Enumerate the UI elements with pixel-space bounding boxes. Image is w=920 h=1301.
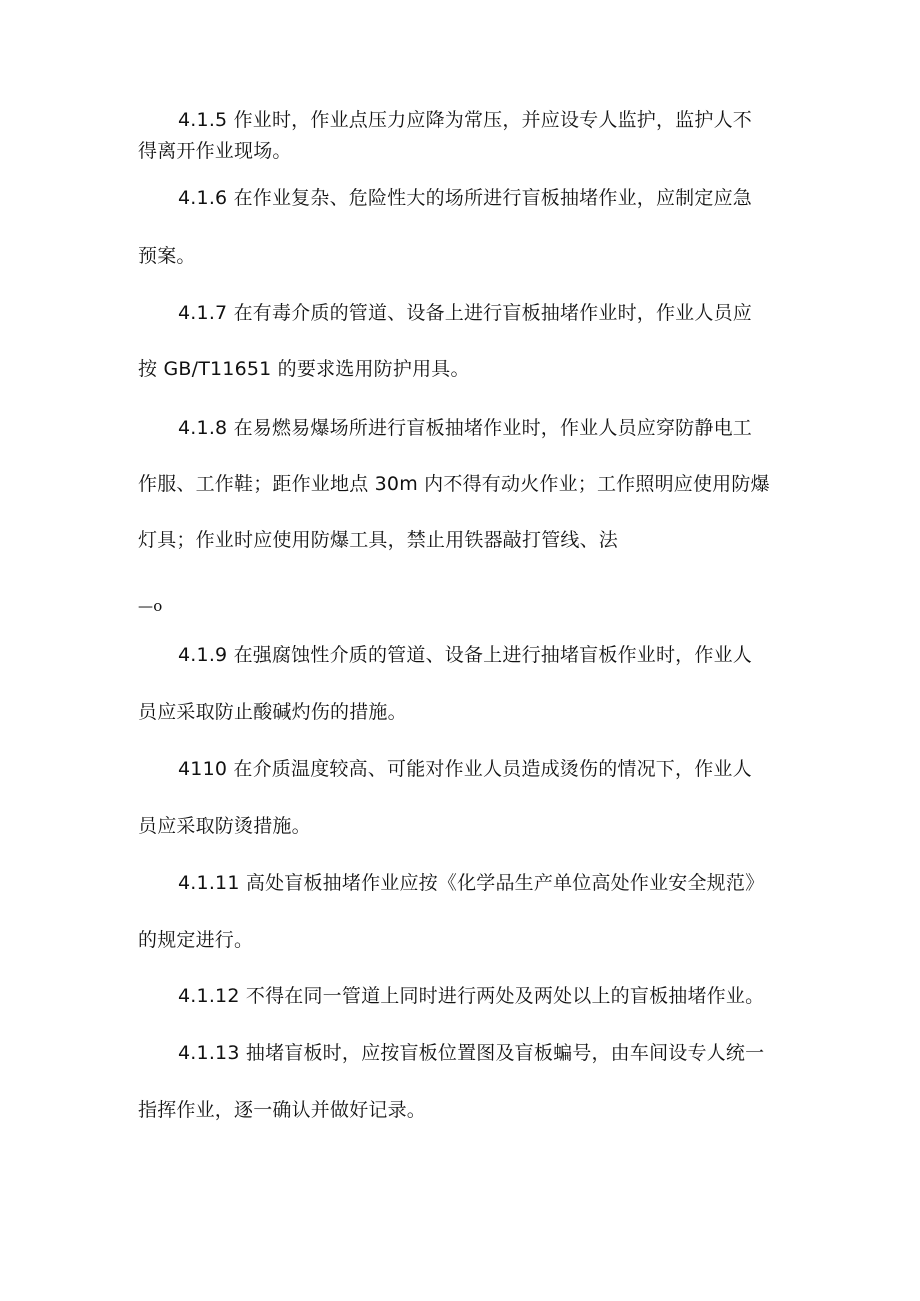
clause-4-1-8-line-3: 灯具；作业时应使用防爆工具，禁止用铁器敲打管线、法 (138, 529, 619, 551)
clause-4-1-5-line-1: 4.1.5 作业时，作业点压力应降为常压，并应设专人监护，监护人不 (178, 109, 752, 131)
clause-4-1-5-line-2: 得离开作业现场。 (138, 140, 292, 162)
clause-4-1-11-line-1: 4.1.11 高处盲板抽堵作业应按《化学品生产单位高处作业安全规范》 (178, 872, 765, 894)
clause-4-1-9-line-2: 员应采取防止酸碱灼伤的措施。 (138, 701, 407, 723)
clause-4-1-13-line-2: 指挥作业，逐一确认并做好记录。 (138, 1099, 427, 1121)
clause-4-1-12-line-1: 4.1.12 不得在同一管道上同时进行两处及两处以上的盲板抽堵作业。 (178, 985, 765, 1007)
clause-4-1-8-line-4: —o (138, 597, 163, 615)
clause-4-1-13-line-1: 4.1.13 抽堵盲板时，应按盲板位置图及盲板蝙号，由车间设专人统一 (178, 1042, 765, 1064)
clause-4-1-7-line-2: 按 GB/T11651 的要求选用防护用具。 (138, 358, 470, 380)
clause-4-1-8-line-2: 作服、工作鞋；距作业地点 30m 内不得有动火作业；工作照明应使用防爆 (138, 473, 770, 495)
clause-4-1-11-line-2: 的规定进行。 (138, 929, 254, 951)
clause-4-1-10-line-2: 员应采取防烫措施。 (138, 815, 311, 837)
clause-4-1-6-line-1: 4.1.6 在作业复杂、危险性大的场所进行盲板抽堵作业，应制定应急 (178, 187, 752, 209)
clause-4-1-8-line-1: 4.1.8 在易燃易爆场所进行盲板抽堵作业时，作业人员应穿防静电工 (178, 417, 752, 439)
clause-4-1-6-line-2: 预案。 (138, 245, 196, 267)
clause-4-1-7-line-1: 4.1.7 在有毒介质的管道、设备上进行盲板抽堵作业时，作业人员应 (178, 302, 752, 324)
clause-4-1-10-line-1: 4110 在介质温度较高、可能对作业人员造成烫伤的情况下，作业人 (178, 758, 752, 780)
clause-4-1-9-line-1: 4.1.9 在强腐蚀性介质的管道、设备上进行抽堵盲板作业时，作业人 (178, 644, 752, 666)
